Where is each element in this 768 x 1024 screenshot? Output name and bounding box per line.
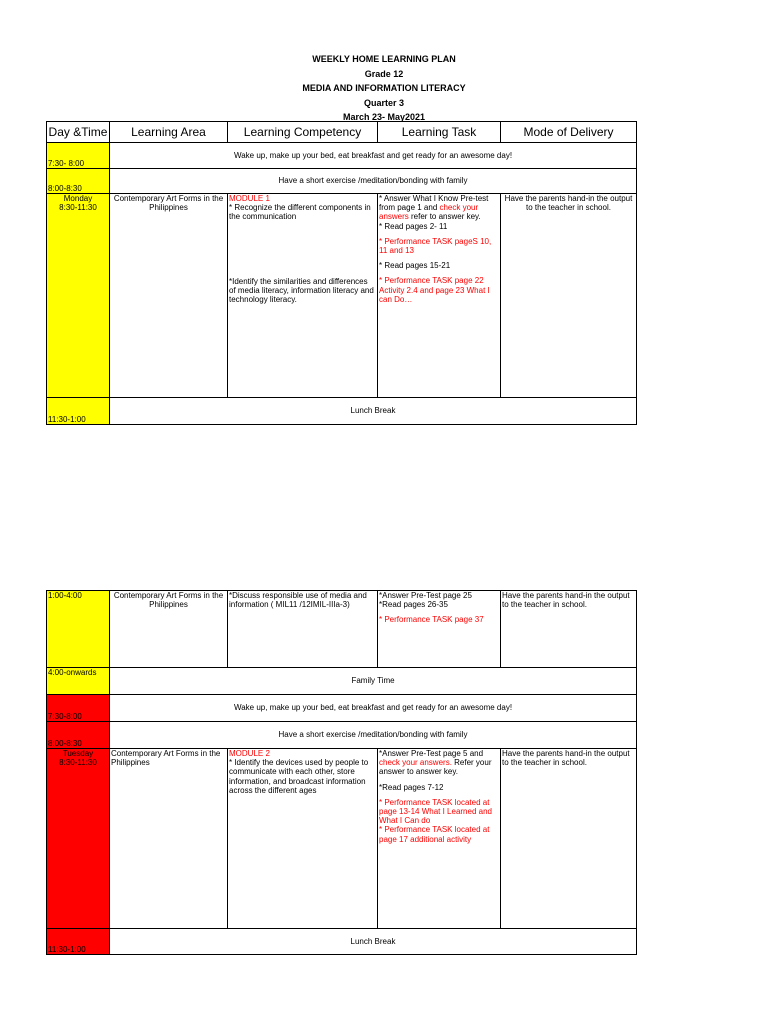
table-row-lunch (47, 398, 637, 425)
day-time-cell (47, 749, 110, 929)
time-cell: 7:30-8:00 (47, 695, 110, 722)
competency-item: * Recognize the different components in the communication (229, 203, 371, 222)
table-row (47, 695, 637, 722)
activity-cell: Wake up, make up your bed, eat breakfast and get ready for an awesome day! (110, 695, 637, 722)
column-header-learning-task: Learning Task (378, 122, 501, 143)
learning-competency-cell (228, 749, 378, 929)
table-row-tuesday (47, 749, 637, 929)
table-row (47, 143, 637, 169)
day-label: Monday (63, 194, 93, 203)
table-row (47, 169, 637, 194)
task-item: * Performance TASK located at page 17 additional activity (379, 825, 490, 844)
plan-header (0, 52, 768, 125)
learning-task-cell (378, 749, 501, 929)
time-cell: 4:00-onwards (47, 668, 110, 695)
day-label: Tuesday (62, 749, 94, 758)
task-item: * Answer What I Know Pre-test from page 1 and check your answers refer to answer key. (379, 194, 489, 222)
task-item: * Read pages 2- 11 (379, 221, 448, 231)
schedule-table-1 (46, 121, 637, 425)
header-quarter: Quarter 3 (363, 97, 405, 108)
learning-competency-cell (228, 194, 378, 398)
module-label: MODULE 1 (229, 194, 270, 203)
mode-of-delivery-cell: Have the parents hand-in the output to the teacher in school. (501, 194, 637, 398)
activity-cell: Have a short exercise /meditation/bonding with family (110, 169, 637, 194)
learning-task-cell (378, 194, 501, 398)
activity-cell: Family Time (110, 668, 637, 695)
column-header-learning-area: Learning Area (110, 122, 228, 143)
activity-cell: Lunch Break (110, 398, 637, 425)
mode-of-delivery-cell: Have the parents hand-in the output to the teacher in school. (501, 591, 637, 668)
task-item: *Read pages 26-35 (379, 600, 448, 610)
task-item: * Read pages 15-21 (379, 261, 451, 271)
time-label: 8:30-11:30 (59, 203, 97, 213)
activity-cell: Wake up, make up your bed, eat breakfast and get ready for an awesome day! (110, 143, 637, 169)
competency-item: *Identify the similarities and differences of media literacy, information literacy and technology literacy. (229, 276, 374, 305)
task-item: * Performance TASK page 37 (379, 615, 484, 625)
mode-of-delivery-cell: Have the parents hand-in the output to the teacher in school. (501, 749, 637, 929)
competency-item: * Identify the devices used by people to communicate with each other, store information, and broadcast information across the different ages (229, 758, 369, 795)
activity-cell: Have a short exercise /meditation/bonding with family (110, 722, 637, 749)
task-item: * Performance TASK located at page 13-14 What I Learned and What I Can do (379, 797, 492, 826)
task-item: * Performance TASK page 22 Activity 2.4 and page 23 What I can Do… (379, 276, 490, 304)
activity-cell: Lunch Break (110, 929, 637, 955)
task-item: * Performance TASK pageS 10, 11 and 13 (379, 236, 492, 256)
learning-competency-cell: *Discuss responsible use of media and information ( MIL11 /12IMIL-IIIa-3) (228, 591, 378, 668)
column-header-mode-of-delivery: Mode of Delivery (501, 122, 637, 143)
header-title: WEEKLY HOME LEARNING PLAN (312, 54, 456, 64)
learning-area-cell: Contemporary Art Forms in the Philippines (110, 749, 228, 929)
learning-task-cell (378, 591, 501, 668)
time-cell: 11:30-1:00 (47, 929, 110, 955)
header-grade: Grade 12 (364, 68, 404, 79)
task-item: *Read pages 7-12 (379, 782, 444, 792)
table-row-afternoon (47, 591, 637, 668)
task-item: *Answer Pre-Test page 5 and check your answers. Refer your answer to answer key. (379, 749, 492, 777)
time-cell: 11:30-1:00 (47, 398, 110, 425)
module-label: MODULE 2 (229, 749, 270, 758)
column-header-day-time: Day &Time (47, 122, 110, 143)
learning-area-cell: Contemporary Art Forms in the Philippines (110, 194, 228, 398)
learning-area-cell: Contemporary Art Forms in the Philippines (110, 591, 228, 668)
table-row-family (47, 668, 637, 695)
table-row-lunch (47, 929, 637, 955)
table-row (47, 722, 637, 749)
schedule-table-2 (46, 590, 637, 955)
time-cell: 7:30- 8:00 (47, 143, 110, 169)
time-cell: 8:00-8:30 (47, 169, 110, 194)
header-dates: March 23- May2021 (342, 112, 426, 122)
column-header-row (47, 122, 637, 143)
table-row-monday (47, 194, 637, 398)
task-item: *Answer Pre-Test page 25 (379, 591, 472, 600)
column-header-learning-competency: Learning Competency (228, 122, 378, 143)
time-cell: 8:00-8:30 (47, 722, 110, 749)
day-time-cell (47, 194, 110, 398)
time-cell: 1:00-4:00 (47, 591, 110, 668)
time-label: 8:30-11:30 (59, 758, 97, 768)
header-subject: MEDIA AND INFORMATION LITERACY (302, 83, 466, 93)
